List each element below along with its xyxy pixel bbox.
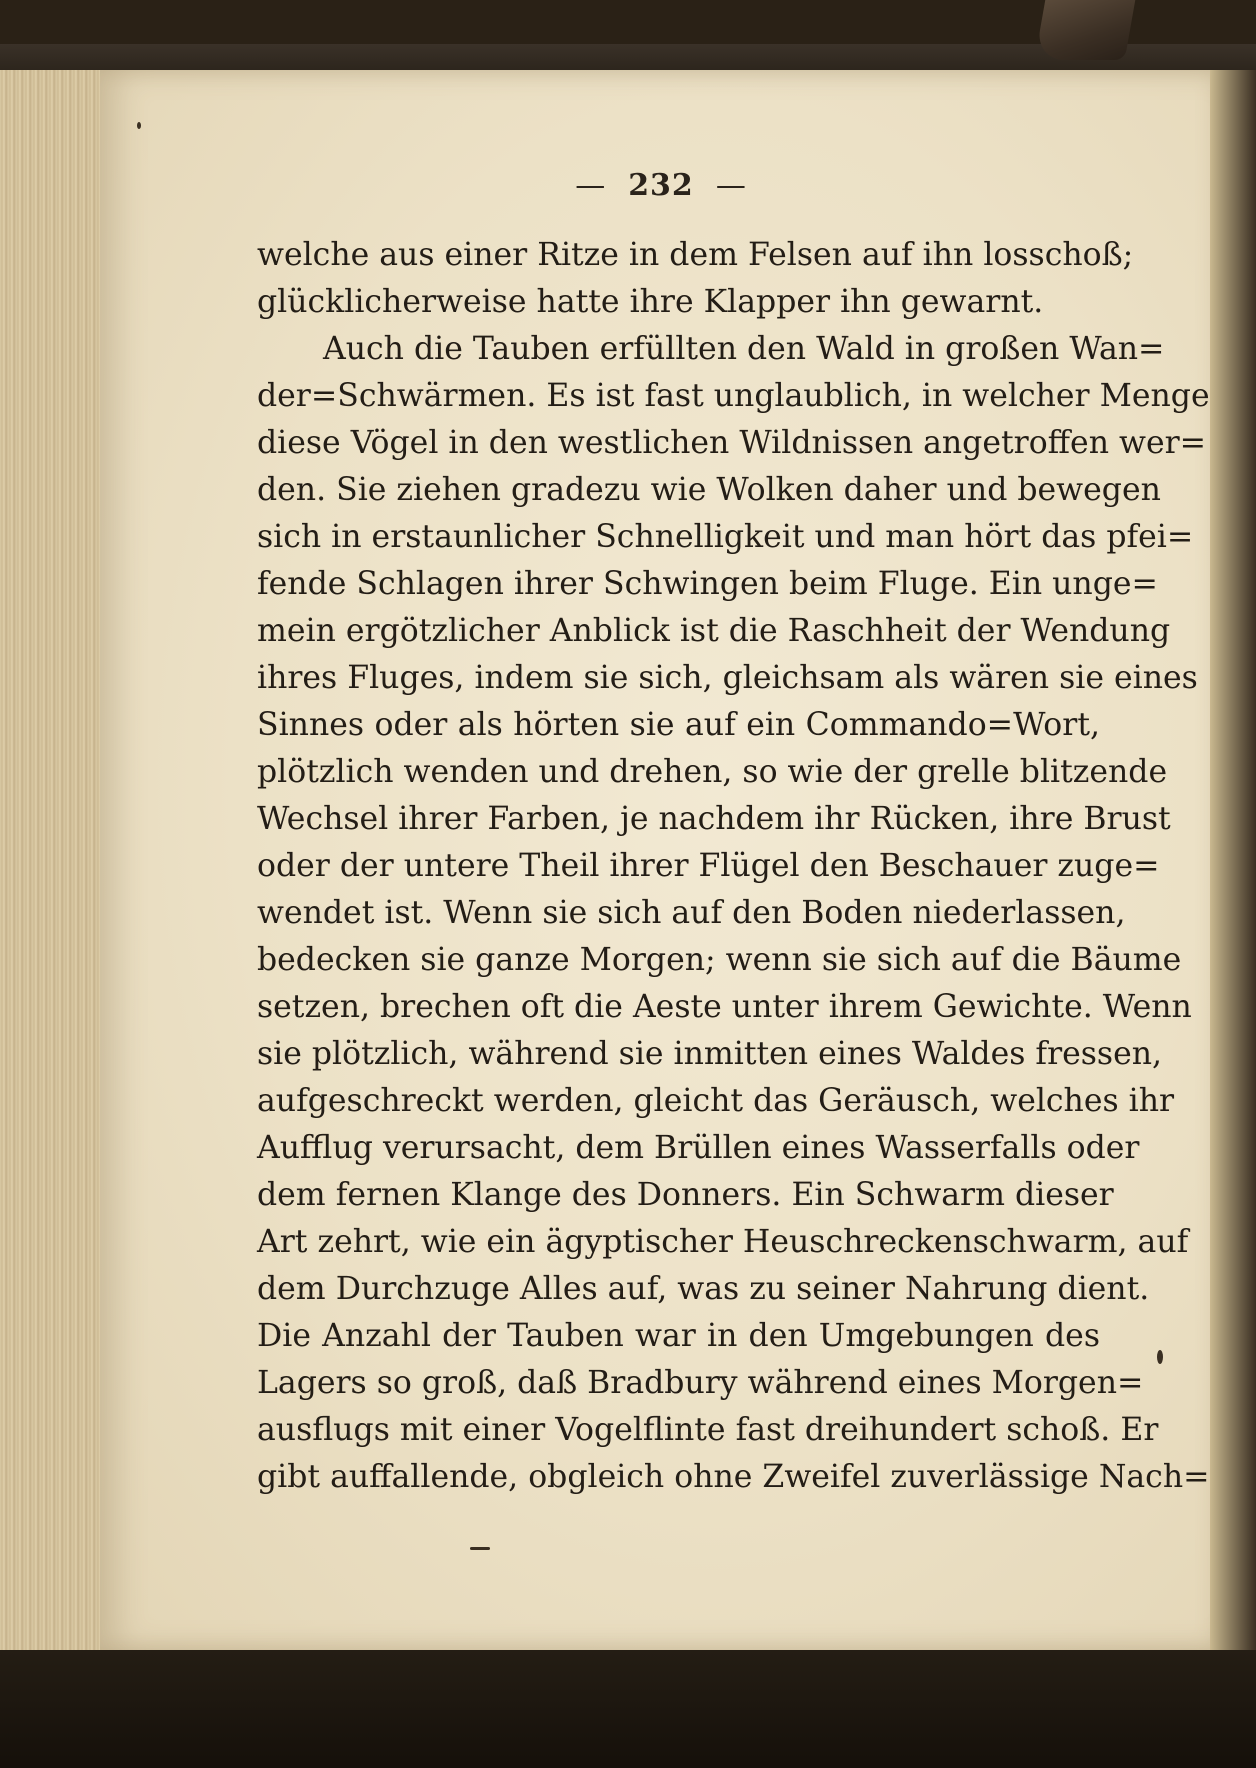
text-line: Art zehrt, wie ein ägyptischer Heuschreckenschwarm, auf <box>257 1224 1189 1260</box>
text-line: oder der untere Theil ihrer Flügel den Beschauer zuge= <box>257 848 1160 884</box>
text-line: glücklicherweise hatte ihre Klapper ihn gewarnt. <box>257 284 1044 320</box>
text-line: Sinnes oder als hörten sie auf ein Commando=Wort, <box>257 707 1100 743</box>
text-line: bedecken sie ganze Morgen; wenn sie sich auf die Bäume <box>257 942 1182 978</box>
header-dash-right: — <box>715 168 747 203</box>
page-header <box>100 168 1222 203</box>
text-line: dem Durchzuge Alles auf, was zu seiner Nahrung dient. <box>257 1271 1150 1307</box>
page-stack-edges <box>0 70 102 1650</box>
text-line: aufgeschreckt werden, gleicht das Geräusch, welches ihr <box>257 1083 1175 1119</box>
ink-speck <box>470 1547 490 1550</box>
text-line: fende Schlagen ihrer Schwingen beim Fluge. Ein unge= <box>257 566 1158 602</box>
text-line: der=Schwärmen. Es ist fast unglaublich, in welcher Menge <box>257 378 1210 414</box>
text-line: Auch die Tauben erfüllten den Wald in großen Wan= <box>323 331 1165 367</box>
scan-background-bottom <box>0 1650 1256 1768</box>
ink-speck <box>137 122 141 129</box>
text-line: ausflugs mit einer Vogelflinte fast dreihundert schoß. Er <box>257 1412 1159 1448</box>
text-line: gibt auffallende, obgleich ohne Zweifel zuverlässige Nach= <box>257 1459 1210 1495</box>
text-line: Wechsel ihrer Farben, je nachdem ihr Rücken, ihre Brust <box>257 801 1171 837</box>
text-line: Die Anzahl der Tauben war in den Umgebungen des <box>257 1318 1100 1354</box>
text-line: welche aus einer Ritze in dem Felsen auf ihn losschoß; <box>257 237 1134 273</box>
text-line: sich in erstaunlicher Schnelligkeit und man hört das pfei= <box>257 519 1194 555</box>
text-line: plötzlich wenden und drehen, so wie der grelle blitzende <box>257 754 1168 790</box>
ink-speck <box>1157 1350 1163 1364</box>
text-line: dem fernen Klange des Donners. Ein Schwarm dieser <box>257 1177 1114 1213</box>
text-line: setzen, brechen oft die Aeste unter ihrem Gewichte. Wenn <box>257 989 1192 1025</box>
page-number: 232 <box>628 168 694 203</box>
text-line: wendet ist. Wenn sie sich auf den Boden niederlassen, <box>257 895 1126 931</box>
book-clip <box>1035 0 1136 60</box>
page-gutter-shadow <box>1210 70 1256 1650</box>
text-line: mein ergötzlicher Anblick ist die Raschheit der Wendung <box>257 613 1171 649</box>
body-text <box>257 232 1210 1501</box>
text-line: ihres Fluges, indem sie sich, gleichsam als wären sie eines <box>257 660 1198 696</box>
text-line: den. Sie ziehen gradezu wie Wolken daher und bewegen <box>257 472 1161 508</box>
text-line: diese Vögel in den westlichen Wildnissen angetroffen wer= <box>257 425 1207 461</box>
text-line: Lagers so groß, daß Bradbury während eines Morgen= <box>257 1365 1144 1401</box>
header-dash-left: — <box>575 168 607 203</box>
text-line: Aufflug verursacht, dem Brüllen eines Wasserfalls oder <box>257 1130 1140 1166</box>
text-line: sie plötzlich, während sie inmitten eines Waldes fressen, <box>257 1036 1163 1072</box>
